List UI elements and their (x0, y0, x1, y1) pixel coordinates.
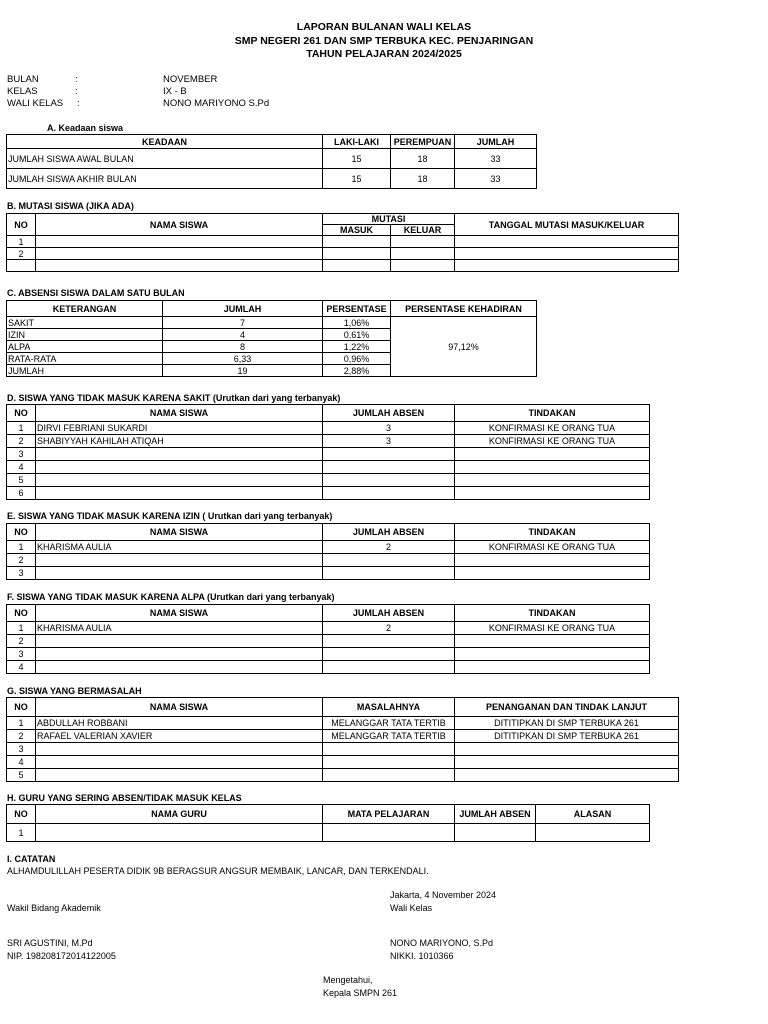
cell-penanganan: DITITIPKAN DI SMP TERBUKA 261 (455, 730, 679, 743)
cell-masuk (323, 236, 391, 248)
cell-no: 5 (7, 474, 36, 487)
cell-keterangan: ALPA (7, 341, 163, 353)
cell-nama: SHABIYYAH KAHILAH ATIQAH (36, 435, 323, 448)
cell-no: 3 (7, 567, 36, 580)
header-perempuan: PEREMPUAN (391, 135, 455, 149)
header-nama-siswa: NAMA SISWA (36, 405, 323, 422)
section-b-title: B. MUTASI SISWA (JIKA ADA) (7, 201, 134, 211)
header-no: NO (7, 405, 36, 422)
header-no: NO (7, 605, 36, 622)
cell-no: 2 (7, 248, 36, 260)
wali-colon: : (77, 98, 80, 109)
header-keterangan: KETERANGAN (7, 301, 163, 317)
cell-tindakan: KONFIRMASI KE ORANG TUA (455, 435, 650, 448)
cell-masalah (323, 769, 455, 782)
cell-keluar (391, 248, 455, 260)
header-jumlah: JUMLAH (455, 135, 537, 149)
header-nama-siswa: NAMA SISWA (36, 214, 323, 236)
table-row (7, 317, 537, 329)
cell-no: 4 (7, 661, 36, 674)
table-row (7, 149, 537, 169)
header-laki-laki: LAKI-LAKI (323, 135, 391, 149)
cell-tindakan: KONFIRMASI KE ORANG TUA (455, 422, 650, 435)
cell-perempuan: 18 (391, 149, 455, 169)
cell-jumlah-absen (323, 635, 455, 648)
table-row (7, 622, 650, 635)
cell-no: 1 (7, 541, 36, 554)
cell-penanganan (455, 756, 679, 769)
cell-keterangan: IZIN (7, 329, 163, 341)
bermasalah-table (6, 697, 679, 782)
mutasi-table (6, 213, 679, 272)
cell-nama: ABDULLAH ROBBANI (36, 717, 323, 730)
cell-masuk (323, 248, 391, 260)
cell-masalah (323, 756, 455, 769)
header-tindakan: TINDAKAN (455, 405, 650, 422)
cell-tindakan (455, 474, 650, 487)
cell-jumlah: 6,33 (163, 353, 323, 365)
header-mata-pelajaran: MATA PELAJARAN (323, 805, 455, 824)
cell-no: 1 (7, 422, 36, 435)
table-row (7, 236, 679, 248)
cell-no: 3 (7, 648, 36, 661)
sakit-table (6, 404, 650, 500)
cell-keterangan: RATA-RATA (7, 353, 163, 365)
cell-jumlah: 4 (163, 329, 323, 341)
header-persentase: PERSENTASE (323, 301, 391, 317)
kelas-colon: : (75, 86, 78, 97)
cell-nama (36, 474, 323, 487)
table-row (7, 554, 650, 567)
header-jumlah-absen: JUMLAH ABSEN (323, 524, 455, 541)
cell-tindakan (455, 567, 650, 580)
kelas-value: IX - B (163, 86, 187, 97)
header-nama-siswa: NAMA SISWA (36, 524, 323, 541)
table-row (7, 648, 650, 661)
cell-nama: DIRVI FEBRIANI SUKARDI (36, 422, 323, 435)
table-row (7, 422, 650, 435)
cell-tindakan (455, 635, 650, 648)
header-keluar: KELUAR (391, 225, 455, 236)
cell-tindakan: KONFIRMASI KE ORANG TUA (455, 541, 650, 554)
cell-nama (36, 743, 323, 756)
cell-keterangan: SAKIT (7, 317, 163, 329)
cell-nama (36, 554, 323, 567)
header-tindakan: TINDAKAN (455, 524, 650, 541)
cell-persentase: 0,96% (323, 353, 391, 365)
cell-persentase: 1,22% (323, 341, 391, 353)
section-g-title: G. SISWA YANG BERMASALAH (7, 686, 142, 696)
cell-no: 2 (7, 554, 36, 567)
table-header-row (7, 805, 650, 824)
table-row (7, 567, 650, 580)
cell-mata-pelajaran (323, 824, 455, 842)
cell-no: 1 (7, 236, 36, 248)
cell-jumlah-absen (323, 474, 455, 487)
cell-no: 3 (7, 448, 36, 461)
left-signer-nip: NIP. 198208172014122005 (7, 951, 116, 961)
table-row (7, 260, 679, 272)
table-row (7, 448, 650, 461)
table-row (7, 435, 650, 448)
header-alasan: ALASAN (536, 805, 650, 824)
cell-persentase: 0,61% (323, 329, 391, 341)
cell-tindakan (455, 487, 650, 500)
cell-nama (36, 448, 323, 461)
cell-masalah: MELANGGAR TATA TERTIB (323, 730, 455, 743)
table-row (7, 756, 679, 769)
table-row (7, 461, 650, 474)
cell-jumlah: 19 (163, 365, 323, 377)
cell-perempuan: 18 (391, 169, 455, 189)
cell-no: 2 (7, 435, 36, 448)
header-tanggal-mutasi: TANGGAL MUTASI MASUK/KELUAR (455, 214, 679, 236)
cell-nama: RAFAEL VALERIAN XAVIER (36, 730, 323, 743)
alpa-table (6, 604, 650, 674)
cell-tindakan (455, 448, 650, 461)
cell-keadaan: JUMLAH SISWA AWAL BULAN (7, 149, 323, 169)
izin-table (6, 523, 650, 580)
section-e-title: E. SISWA YANG TIDAK MASUK KARENA IZIN ( Urutkan dari yang terbanyak) (7, 511, 333, 521)
header-mutasi: MUTASI (323, 214, 455, 225)
header-no: NO (7, 524, 36, 541)
header-tindakan: TINDAKAN (455, 605, 650, 622)
place-date: Jakarta, 4 November 2024 (390, 890, 497, 900)
header-masuk: MASUK (323, 225, 391, 236)
kelas-label: KELAS (7, 86, 38, 97)
cell-masalah (323, 743, 455, 756)
cell-no: 1 (7, 717, 36, 730)
left-signer-role: Wakil Bidang Akademik (7, 903, 101, 913)
header-no: NO (7, 805, 36, 824)
header-jumlah-absen: JUMLAH ABSEN (323, 405, 455, 422)
cell-tindakan (455, 554, 650, 567)
header-jumlah: JUMLAH (163, 301, 323, 317)
mengetahui-label: Mengetahui, (323, 975, 373, 985)
bulan-label: BULAN (7, 74, 39, 85)
left-signer-name: SRI AGUSTINI, M.Pd (7, 938, 93, 948)
header-persentase-kehadiran: PERSENTASE KEHADIRAN (391, 301, 537, 317)
keadaan-table (6, 134, 537, 189)
school-name: SMP NEGERI 261 DAN SMP TERBUKA KEC. PENJARINGAN (234, 35, 534, 47)
cell-tindakan (455, 648, 650, 661)
table-row (7, 717, 679, 730)
header-nama-siswa: NAMA SISWA (36, 605, 323, 622)
cell-nama (36, 567, 323, 580)
header-no: NO (7, 698, 36, 717)
cell-masuk (323, 260, 391, 272)
cell-jumlah-absen (323, 461, 455, 474)
table-header-row (7, 301, 537, 317)
cell-jumlah-absen (323, 487, 455, 500)
section-d-title: D. SISWA YANG TIDAK MASUK KARENA SAKIT (Urutkan dari yang terbanyak) (7, 393, 341, 403)
cell-nama-guru (36, 824, 323, 842)
header-nama-siswa: NAMA SISWA (36, 698, 323, 717)
table-header-row (7, 135, 537, 149)
cell-no: 2 (7, 730, 36, 743)
cell-no: 1 (7, 622, 36, 635)
section-i-title: I. CATATAN (7, 854, 56, 864)
cell-no: 4 (7, 461, 36, 474)
table-row (7, 169, 537, 189)
cell-nama (36, 661, 323, 674)
cell-persentase: 1,06% (323, 317, 391, 329)
table-row (7, 769, 679, 782)
absensi-table (6, 300, 537, 377)
table-header-row (7, 605, 650, 622)
cell-jumlah-absen (455, 824, 536, 842)
cell-no: 3 (7, 743, 36, 756)
cell-nama (36, 756, 323, 769)
right-signer-role: Wali Kelas (390, 903, 433, 913)
cell-no: 6 (7, 487, 36, 500)
cell-no: 1 (7, 824, 36, 842)
cell-jumlah-absen (323, 554, 455, 567)
table-header-row (7, 214, 679, 225)
cell-nama (36, 236, 323, 248)
cell-jumlah: 33 (455, 169, 537, 189)
cell-jumlah-absen (323, 661, 455, 674)
table-row (7, 824, 650, 842)
cell-jumlah-absen: 2 (323, 541, 455, 554)
cell-persentase: 2,88% (323, 365, 391, 377)
cell-jumlah-absen (323, 648, 455, 661)
cell-penanganan: DITITIPKAN DI SMP TERBUKA 261 (455, 717, 679, 730)
report-title: LAPORAN BULANAN WALI KELAS (296, 21, 472, 33)
cell-keadaan: JUMLAH SISWA AKHIR BULAN (7, 169, 323, 189)
right-signer-nikki: NIKKI. 1010366 (390, 951, 454, 961)
header-keadaan: KEADAAN (7, 135, 323, 149)
cell-tindakan (455, 461, 650, 474)
cell-no: 4 (7, 756, 36, 769)
cell-nama (36, 248, 323, 260)
cell-no: 5 (7, 769, 36, 782)
cell-jumlah-absen: 3 (323, 435, 455, 448)
header-penanganan: PENANGANAN DAN TINDAK LANJUT (455, 698, 679, 717)
header-nama-guru: NAMA GURU (36, 805, 323, 824)
cell-nama (36, 461, 323, 474)
cell-nama (36, 635, 323, 648)
cell-nama: KHARISMA AULIA (36, 541, 323, 554)
header-jumlah-absen: JUMLAH ABSEN (323, 605, 455, 622)
table-header-row (7, 698, 679, 717)
kehadiran-value: 97,12% (391, 317, 537, 377)
table-row (7, 248, 679, 260)
bulan-value: NOVEMBER (163, 74, 218, 85)
cell-nama (36, 769, 323, 782)
cell-penanganan (455, 769, 679, 782)
table-row (7, 730, 679, 743)
table-row (7, 487, 650, 500)
cell-alasan (536, 824, 650, 842)
cell-tindakan: KONFIRMASI KE ORANG TUA (455, 622, 650, 635)
header-no: NO (7, 214, 36, 236)
cell-tindakan (455, 661, 650, 674)
cell-jumlah: 7 (163, 317, 323, 329)
cell-nama (36, 648, 323, 661)
guru-table (6, 804, 650, 842)
table-header-row (7, 524, 650, 541)
cell-jumlah-absen: 3 (323, 422, 455, 435)
wali-value: NONO MARIYONO S.Pd (163, 98, 270, 109)
header-masalah: MASALAHNYA (323, 698, 455, 717)
cell-no (7, 260, 36, 272)
section-f-title: F. SISWA YANG TIDAK MASUK KARENA ALPA (Urutkan dari yang terbanyak) (7, 592, 335, 602)
bulan-colon: : (75, 74, 78, 85)
section-h-title: H. GURU YANG SERING ABSEN/TIDAK MASUK KELAS (7, 793, 242, 803)
catatan-text: ALHAMDULILLAH PESERTA DIDIK 9B BERAGSUR ANGSUR MEMBAIK, LANCAR, DAN TERKENDALI. (7, 866, 429, 876)
cell-nama (36, 487, 323, 500)
academic-year: TAHUN PELAJARAN 2024/2025 (306, 48, 462, 60)
cell-laki: 15 (323, 149, 391, 169)
cell-keterangan: JUMLAH (7, 365, 163, 377)
cell-laki: 15 (323, 169, 391, 189)
cell-jumlah-absen: 2 (323, 622, 455, 635)
kepala-sekolah-role: Kepala SMPN 261 (323, 988, 398, 998)
cell-jumlah-absen (323, 567, 455, 580)
cell-tanggal (455, 248, 679, 260)
cell-no: 2 (7, 635, 36, 648)
cell-tanggal (455, 260, 679, 272)
table-row (7, 474, 650, 487)
table-header-row (7, 405, 650, 422)
cell-jumlah: 33 (455, 149, 537, 169)
cell-masalah: MELANGGAR TATA TERTIB (323, 717, 455, 730)
table-row (7, 635, 650, 648)
cell-nama (36, 260, 323, 272)
cell-keluar (391, 236, 455, 248)
section-a-title: A. Keadaan siswa (47, 123, 124, 133)
table-row (7, 661, 650, 674)
wali-label: WALI KELAS (7, 98, 64, 109)
cell-keluar (391, 260, 455, 272)
section-c-title: C. ABSENSI SISWA DALAM SATU BULAN (7, 288, 185, 298)
cell-penanganan (455, 743, 679, 756)
right-signer-name: NONO MARIYONO, S.Pd (390, 938, 494, 948)
cell-jumlah-absen (323, 448, 455, 461)
cell-jumlah: 8 (163, 341, 323, 353)
header-jumlah-absen: JUMLAH ABSEN (455, 805, 536, 824)
cell-nama: KHARISMA AULIA (36, 622, 323, 635)
table-row (7, 743, 679, 756)
cell-tanggal (455, 236, 679, 248)
table-row (7, 541, 650, 554)
